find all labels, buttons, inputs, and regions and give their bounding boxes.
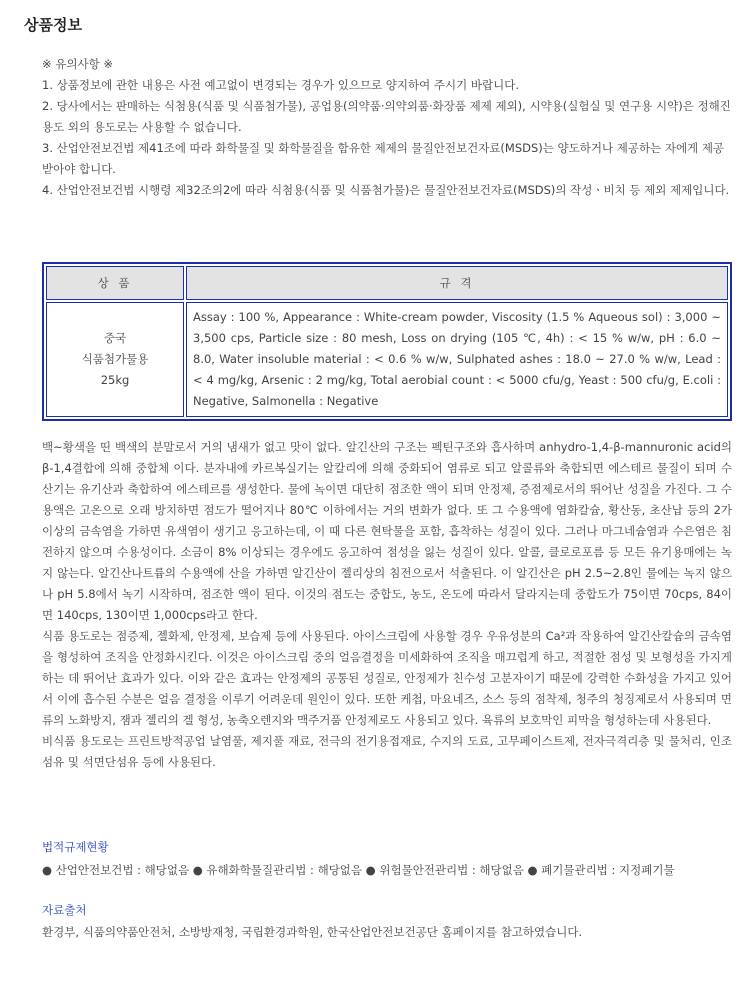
description [42,437,732,773]
legal-section [42,837,675,881]
notice-section [42,54,732,201]
notice-item: 2. 당사에서는 판매하는 식첨용(식품 및 식품첨가물), 공업용(의약품·의약외품·화장품 제제 제외), 시약용(실험실 및 연구용 시약)은 정해진 용도 외의 용도로는 사용할 수 없습니다. [42,99,731,134]
spec-cell: Assay : 100 %, Appearance : White-cream powder, Viscosity (1.5 % Aqueous sol) : 3,000 ~ 3,500 cps, Particle size : 80 mesh, Loss on drying (105 ℃, 4h) : < 15 % w/w, pH : 6.0 ~ 8.0, Water insoluble material : < 0.6 % w/w, Sulphated ashes : 18.0 ~ 27.0 % w/w, Lead : < 4 mg/kg, Arsenic : 2 mg/kg, Total aerobial count : < 5000 cfu/g, Yeast : 500 cfu/g, E.coli : Negative, Salmonella : Negative [186,302,728,417]
product-cell [46,302,184,417]
spec-table [42,262,732,421]
source-title: 자료출처 [42,903,87,917]
notice-item: 3. 산업안전보건법 제41조에 따라 화학물질 및 화학물질을 함유한 제제의 물질안전보건자료(MSDS)는 양도하거나 제공하는 자에게 제공받아야 합니다. [42,141,725,176]
notice-item: 1. 상품정보에 관한 내용은 사전 예고없이 변경되는 경우가 있으므로 양지하여 주시기 바랍니다. [42,78,519,92]
description-paragraph: 백~황색을 띤 백색의 분말로서 거의 냄새가 없고 맛이 없다. 알긴산의 구조는 펙틴구조와 흡사하며 anhydro-1,4-β-mannuronic acid의 β-1,4결합에 의해 중합체 이다. 분자내에 카르복실기는 알칼리에 의해 중화되어 염류로 되고 알콜류와 축합되면 에스테르 물질이 되며 수산기는 유기산과 축합하여 에스테르를 생성한다. 물에 녹이면 대단히 점조한 액이 되며 안정제, 증점제로서의 뛰어난 성질을 가진다. 그 수용액은 고온으로 오래 방치하면 점도가 떨어지나 80℃ 이하에서는 거의 변화가 없다. 또 그 수용액에 염화칼슘, 황산동, 초산납 등의 2가 이상의 금속염을 가하면 유색염이 생기고 응고하는데, 이 때 다른 현탁물을 포함, 흡착하는 성질이 있다. 그러나 마그네슘염과 수은염은 침전하지 않으며 수용성이다. 소금이 8% 이상되는 경우에도 응고하여 점성을 잃는 성질이 있다. 알콜, 클로로포름 등 모든 유기용매에는 녹지 않는다. 알긴산나트륨의 수용액에 산을 가하면 알긴산이 젤리상의 침전으로서 석출된다. 이 알긴산은 pH 2.5~2.8인 물에는 녹지 않으나 pH 5.8에서 녹기 시작하며, 점조한 액이 된다. 이것의 점도는 중합도, 농도, 온도에 따라서 달라지는데 중합도가 75이면 70cps, 84이면 140cps, 130이면 1,000cps라고 한다. [42,440,732,622]
header-product: 상 품 [46,266,184,300]
notice-heading: ※ 유의사항 ※ [42,57,114,71]
source-section [42,900,582,943]
product-package: 25kg [100,373,130,387]
description-paragraph: 비식품 용도로는 프린트방적공업 날염풀, 제지풀 재료, 전극의 전기용접재료, 수지의 도료, 고무페이스트제, 전자극격리층 및 물처리, 인조섬유 및 석면단섬유 등에 사용된다. [42,734,732,769]
spec-table-row [46,302,728,417]
legal-title: 법적규제현황 [42,840,109,854]
page-title: 상품정보 [24,16,82,34]
legal-body: ● 산업안전보건법 : 해당없음 ● 유해화학물질관리법 : 해당없음 ● 위험물안전관리법 : 해당없음 ● 폐기물관리법 : 지정폐기물 [42,863,675,877]
notice-item: 4. 산업안전보건법 시행령 제32조의2에 따라 식첨용(식품 및 식품첨가물)은 물질안전보건자료(MSDS)의 작성ㆍ비치 등 제외 제제입니다. [42,183,730,197]
source-body: 환경부, 식품의약품안전처, 소방방재청, 국립환경과학원, 한국산업안전보건공단 홈페이지를 참고하였습니다. [42,925,583,939]
product-grade: 식품첨가물용 [81,352,149,366]
header-spec: 규 격 [186,266,728,300]
description-paragraph: 식품 용도로는 점증제, 젤화제, 안정제, 보습제 등에 사용된다. 아이스크림에 사용할 경우 우유성분의 Ca²과 작용하여 알긴산칼슘의 금속염을 형성하여 조직을 안정화시킨다. 이것은 아이스크림 중의 얼음결정을 미세화하여 조직을 매끄럽게 하고, 적절한 점성 및 보형성을 가지게 하는 데 뛰어난 효과가 있다. 이와 같은 효과는 안정제의 공통된 성질로, 안정제가 친수성 고분자이기 때문에 강력한 수화성을 가지고 있어서 이에 흡수된 수분은 얼음 결정을 이루기 어려운데 원인이 있다. 또한 케첩, 마요네즈, 소스 등의 점착제, 청주의 청징제로서 사용되며 면류의 노화방지, 잼과 젤리의 겔 형성, 농축오렌지와 맥주거품 안정제로도 사용되고 있다. 육류의 보호막인 피막을 형성하는데 사용된다. [42,629,732,727]
spec-table-header-row [46,266,728,300]
product-origin: 중국 [103,331,127,345]
